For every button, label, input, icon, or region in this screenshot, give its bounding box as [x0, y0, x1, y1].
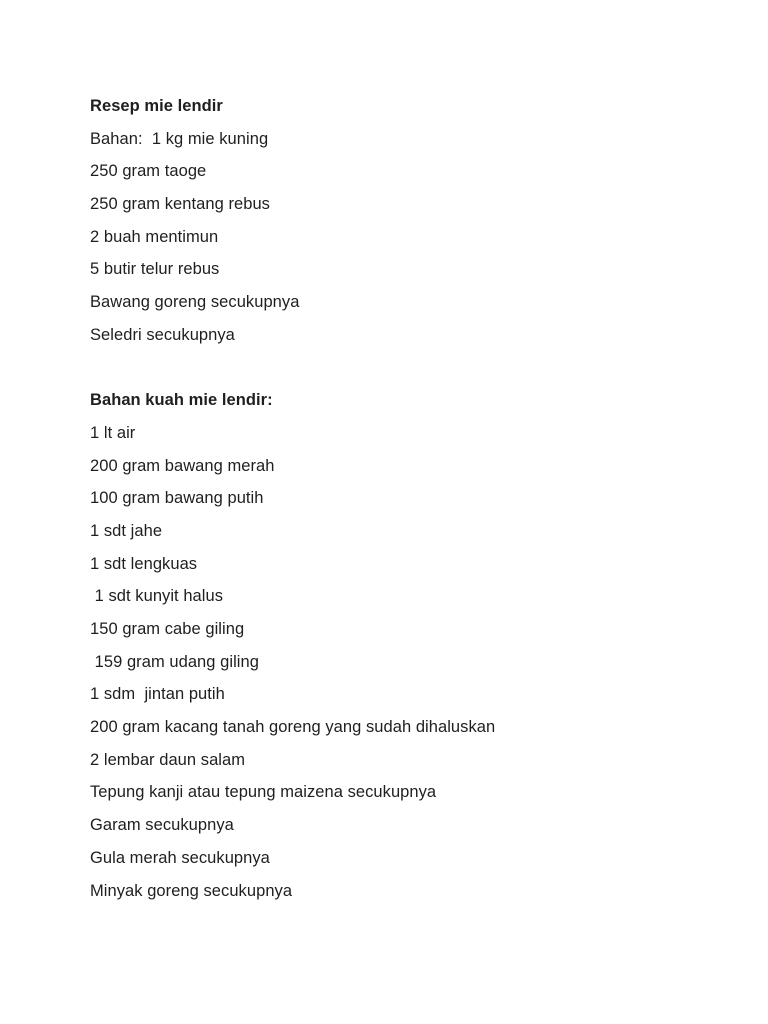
ingredient-line: Bahan: 1 kg mie kuning — [90, 129, 269, 148]
broth-ingredient-line: 1 lt air — [90, 423, 136, 442]
broth-ingredient-line: 150 gram cabe giling — [90, 620, 245, 638]
broth-ingredient-line: 1 sdm jintan putih — [90, 685, 225, 704]
broth-ingredient-line: Garam secukupnya — [90, 816, 234, 835]
section-spacer — [90, 352, 730, 385]
broth-ingredient-line: Gula merah secukupnya — [90, 848, 270, 867]
broth-ingredient-line: 200 gram kacang tanah goreng yang sudah dihaluskan — [90, 718, 496, 737]
ingredient-line: Bawang goreng secukupnya — [90, 293, 300, 312]
broth-ingredient-line: 1 sdt jahe — [90, 521, 163, 540]
ingredient-line: 250 gram taoge — [90, 162, 207, 181]
broth-ingredient-line: 159 gram udang giling — [90, 652, 259, 671]
ingredient-line: Seledri secukupnya — [90, 325, 235, 344]
broth-ingredient-line: 200 gram bawang merah — [90, 456, 275, 475]
broth-ingredient-line: 1 sdt kunyit halus — [90, 587, 224, 606]
broth-ingredient-line: 100 gram bawang putih — [90, 489, 264, 508]
broth-ingredient-line: Minyak goreng secukupnya — [90, 881, 293, 900]
broth-heading: Bahan kuah mie lendir: — [90, 391, 273, 410]
ingredient-line: 250 gram kentang rebus — [90, 195, 270, 214]
recipe-title: Resep mie lendir — [90, 97, 223, 115]
ingredient-line: 5 butir telur rebus — [90, 260, 220, 279]
broth-ingredient-line: Tepung kanji atau tepung maizena secukupnya — [90, 783, 437, 802]
ingredient-line: 2 buah mentimun — [90, 227, 219, 246]
broth-ingredient-line: 2 lembar daun salam — [90, 750, 246, 769]
broth-ingredient-line: 1 sdt lengkuas — [90, 554, 198, 573]
recipe-content — [90, 90, 730, 907]
